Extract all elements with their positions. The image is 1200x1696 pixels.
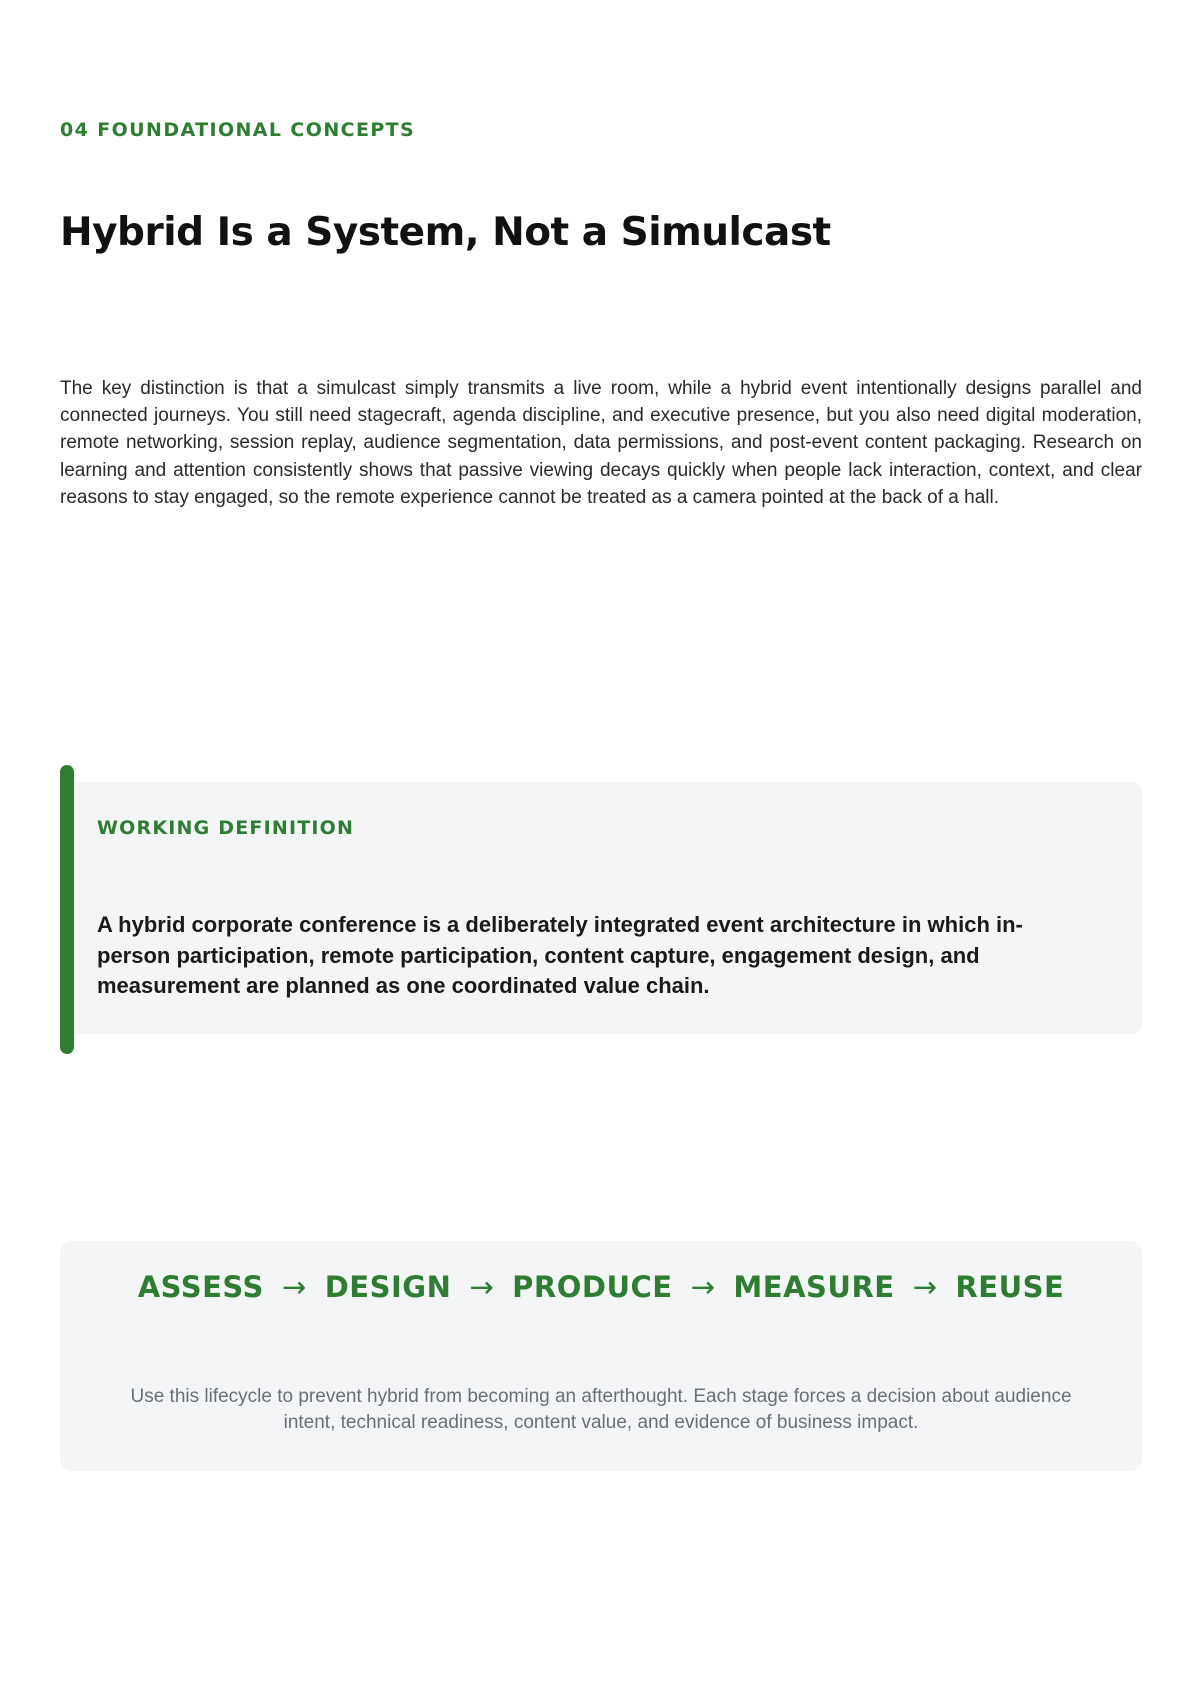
definition-label: WORKING DEFINITION [97,817,355,839]
lifecycle-step-produce: PRODUCE [512,1270,673,1304]
definition-accent-bar [60,765,74,1054]
arrow-right-icon: → [469,1270,495,1304]
lifecycle-steps [60,1270,1142,1304]
lifecycle-step-reuse: REUSE [955,1270,1065,1304]
section-label: 04 FOUNDATIONAL CONCEPTS [60,119,416,141]
lifecycle-step-assess: ASSESS [137,1270,264,1304]
lifecycle-note: Use this lifecycle to prevent hybrid from becoming an afterthought. Each stage forces a decision about audience intent, technical readiness, content value, and evidence of business impact. [130,1386,1072,1433]
lifecycle-step-design: DESIGN [324,1270,452,1304]
lifecycle-step-measure: MEASURE [733,1270,895,1304]
body-paragraph: The key distinction is that a simulcast simply transmits a live room, while a hybrid event intentionally designs parallel and connected journeys. You still need stagecraft, agenda discipline, and executive presence, but you also need digital moderation, remote networking, session replay, audience segmentation, data permissions, and post-event content packaging. Research on learning and attention consistently shows that passive viewing decays quickly when people lack interaction, context, and clear reasons to stay engaged, so the remote experience cannot be treated as a camera pointed at the back of a hall. [60,378,1142,508]
page-title: Hybrid Is a System, Not a Simulcast [60,210,831,255]
definition-text: A hybrid corporate conference is a deliberately integrated event architecture in which in-person participation, remote participation, content capture, engagement design, and measurement are planned as one coordinated value chain. [97,912,1023,998]
arrow-right-icon: → [690,1270,716,1304]
arrow-right-icon: → [912,1270,938,1304]
arrow-right-icon: → [281,1270,307,1304]
